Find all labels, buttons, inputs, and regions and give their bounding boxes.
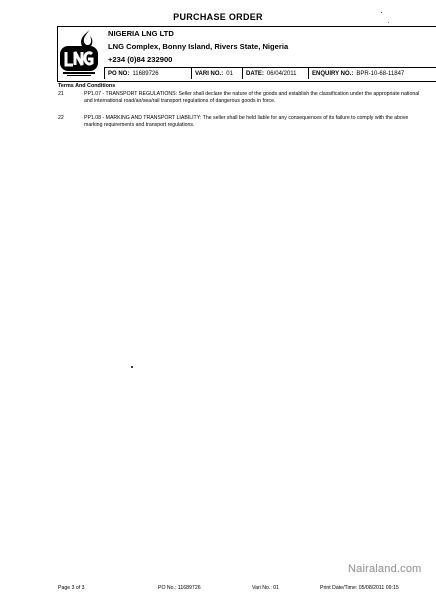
enquiry-number-value: BPR-10-68-11847 [356, 70, 405, 77]
scan-speck [381, 12, 382, 13]
enquiry-number-label: ENQUIRY NO.: [312, 70, 354, 77]
date-label: DATE: [246, 70, 264, 77]
po-number-label: PO NO: [108, 70, 130, 77]
enquiry-number-cell [309, 68, 432, 79]
scan-dot [131, 366, 133, 368]
scan-speck [388, 22, 389, 23]
company-name: NIGERIA LNG LTD [108, 29, 174, 38]
term-text: PP1.07 - TRANSPORT REGULATIONS: Seller shall declare the nature of the goods and establish the classification under the appropriate national and international road/air/sea/rail transport regulations of dangerous goods in force. [84, 91, 420, 104]
reference-row [104, 67, 436, 79]
footer-vari: Vari No.: 01 [252, 585, 280, 591]
footer-page: Page 3 of 3 [58, 585, 85, 591]
watermark: Nairaland.com [348, 563, 422, 575]
company-block [108, 27, 288, 66]
footer-print-date: Print Date/Time: 05/08/2011 09:15 [320, 585, 399, 591]
po-number-value: 11689726 [132, 70, 159, 77]
document-title: PURCHASE ORDER [173, 12, 263, 22]
lng-logo-icon [57, 26, 101, 78]
company-logo [57, 26, 101, 78]
term-number: 22 [58, 115, 64, 121]
company-phone: +234 (0)84 232900 [108, 55, 173, 64]
page-footer [0, 585, 436, 595]
date-cell [243, 68, 309, 79]
vari-number-value: 01 [226, 70, 233, 77]
footer-po: PO No.: 11689726 [158, 585, 201, 591]
po-number-cell [105, 68, 192, 79]
term-text: PP1.08 - MARKING AND TRANSPORT LIABILITY: The seller shall be held liable for any consequences of its failure to comply with the above marking requirements and transport regulations. [84, 115, 409, 128]
date-value: 06/04/2011 [266, 70, 297, 77]
company-address: LNG Complex, Bonny Island, Rivers State, Nigeria [108, 42, 289, 51]
terms-heading: Terms And Conditions [58, 83, 116, 89]
term-number: 21 [58, 91, 64, 97]
vari-number-label: VARI NO.: [195, 70, 224, 77]
vari-number-cell [192, 68, 243, 79]
